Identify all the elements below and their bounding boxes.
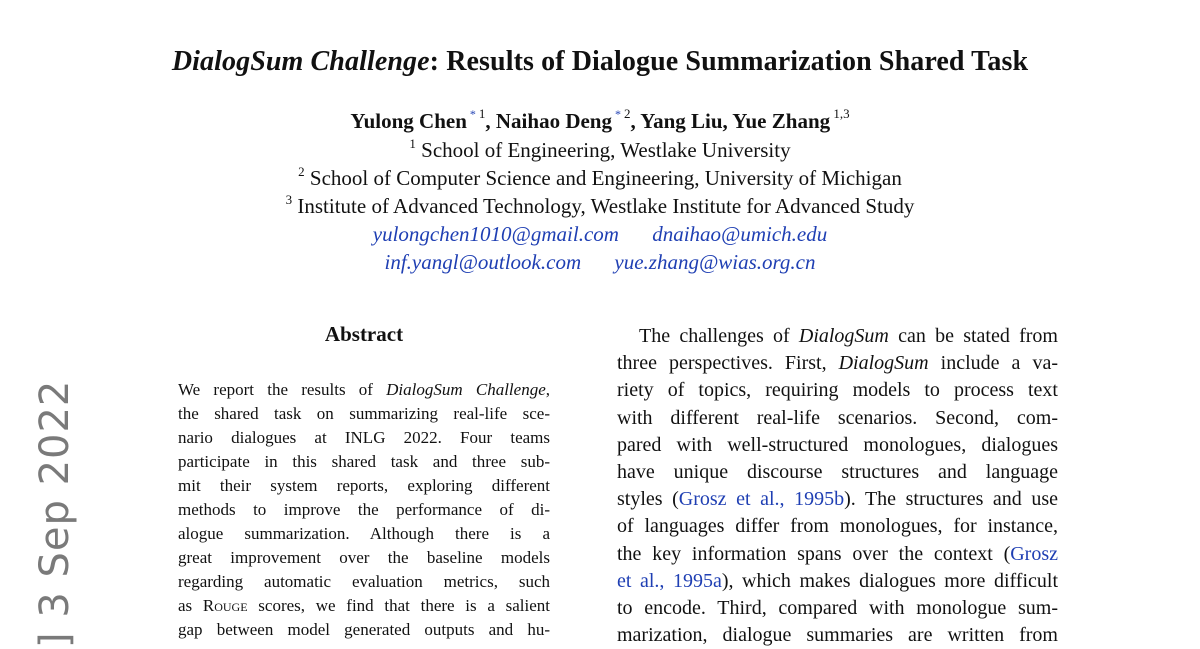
emphasis: DialogSum Challenge <box>386 380 546 399</box>
citation-link[interactable]: et al., 1995a <box>617 569 722 592</box>
abstract-line: We report the results of DialogSum Challenge, <box>178 380 550 399</box>
body-line: pared with well-structured monologues, dialogues <box>617 433 1058 456</box>
affiliation-3 <box>0 193 1200 219</box>
email-link[interactable]: yue.zhang@wias.org.cn <box>614 250 816 274</box>
affiliation-1-marker: 1 <box>409 136 416 151</box>
body-line: marization, dialogue summaries are written from <box>617 624 1058 647</box>
affiliation-2 <box>0 165 1200 191</box>
title-emphasis: DialogSum Challenge <box>171 46 430 77</box>
body-line: with different real-life scenarios. Second, com- <box>617 406 1058 429</box>
author-name: Yue Zhang <box>732 109 831 133</box>
affiliation-2-text: School of Computer Science and Engineering, University of Michigan <box>309 166 902 190</box>
body-line: The challenges of DialogSum can be stated from <box>639 325 1058 347</box>
email-link[interactable]: inf.yangl@outlook.com <box>384 250 582 274</box>
abstract-line: regarding automatic evaluation metrics, such <box>178 572 550 591</box>
email-link[interactable]: dnaihao@umich.edu <box>652 222 828 246</box>
equal-contribution-marker: * <box>466 107 479 121</box>
abstract-line: as Rouge scores, we find that there is a salient <box>178 596 550 615</box>
arxiv-stamp: ] 3 Sep 2022 <box>32 379 78 648</box>
title-rest: : Results of Dialogue Summarization Shared Task <box>429 46 1029 77</box>
affiliation-1 <box>0 137 1200 163</box>
body-line: the key information spans over the context (Grosz <box>617 542 1058 565</box>
affiliation-3-marker: 3 <box>285 192 293 207</box>
body-line: to encode. Third, compared with monologue sum- <box>617 597 1058 619</box>
affiliation-1-text: School of Engineering, Westlake University <box>421 138 791 162</box>
abstract-heading: Abstract <box>324 322 404 346</box>
abstract-line: the shared task on summarizing real-life sce- <box>178 404 550 423</box>
abstract-line: alogue summarization. Although there is a <box>178 524 550 543</box>
email-row-2 <box>0 250 1200 275</box>
abstract-line: methods to improve the performance of di- <box>178 500 550 519</box>
abstract-line: mit their system reports, exploring different <box>178 476 550 495</box>
abstract-line: participate in this shared task and three sub- <box>178 452 550 471</box>
author-marker: 1,3 <box>833 106 850 121</box>
body-line: three perspectives. First, DialogSum include a va- <box>617 352 1059 375</box>
rouge-term: Rouge <box>202 596 248 615</box>
equal-contribution-marker: * <box>612 107 624 121</box>
abstract-line: great improvement over the baseline models <box>178 548 550 567</box>
author-marker: * 1 <box>466 106 486 121</box>
author-name: Yulong Chen <box>350 109 467 133</box>
author-name: Naihao Deng <box>495 109 612 133</box>
paper-title <box>0 46 1200 78</box>
author-marker: * 2 <box>612 106 631 121</box>
body-line: styles (Grosz et al., 1995b). The structures and use <box>617 488 1059 511</box>
affiliation-3-text: Institute of Advanced Technology, Westlake Institute for Advanced Study <box>297 194 915 218</box>
email-link[interactable]: yulongchen1010@gmail.com <box>372 222 619 246</box>
affiliation-2-marker: 2 <box>298 164 305 179</box>
body-line: of languages differ from monologues, for instance, <box>617 515 1058 538</box>
abstract-line: nario dialogues at INLG 2022. Four teams <box>178 428 550 447</box>
citation-link[interactable]: Grosz <box>1010 542 1058 565</box>
emphasis: DialogSum <box>798 325 889 347</box>
body-line: et al., 1995a), which makes dialogues more difficult <box>617 569 1059 592</box>
citation-link[interactable]: Grosz et al., 1995b <box>678 488 845 511</box>
email-row-1 <box>0 222 1200 247</box>
author-name: Yang Liu <box>640 109 723 133</box>
emphasis: DialogSum <box>838 352 929 375</box>
author-list: Yulong Chen $^{* 1}$, Naihao Deng $^{* 2}$, Yang Liu, Yue Zhang $^{1,3}$ <box>350 106 850 133</box>
body-line: riety of topics, requiring models to process text <box>617 379 1058 402</box>
abstract-line: gap between model generated outputs and hu- <box>178 620 550 639</box>
body-line: have unique discourse structures and language <box>617 461 1058 483</box>
